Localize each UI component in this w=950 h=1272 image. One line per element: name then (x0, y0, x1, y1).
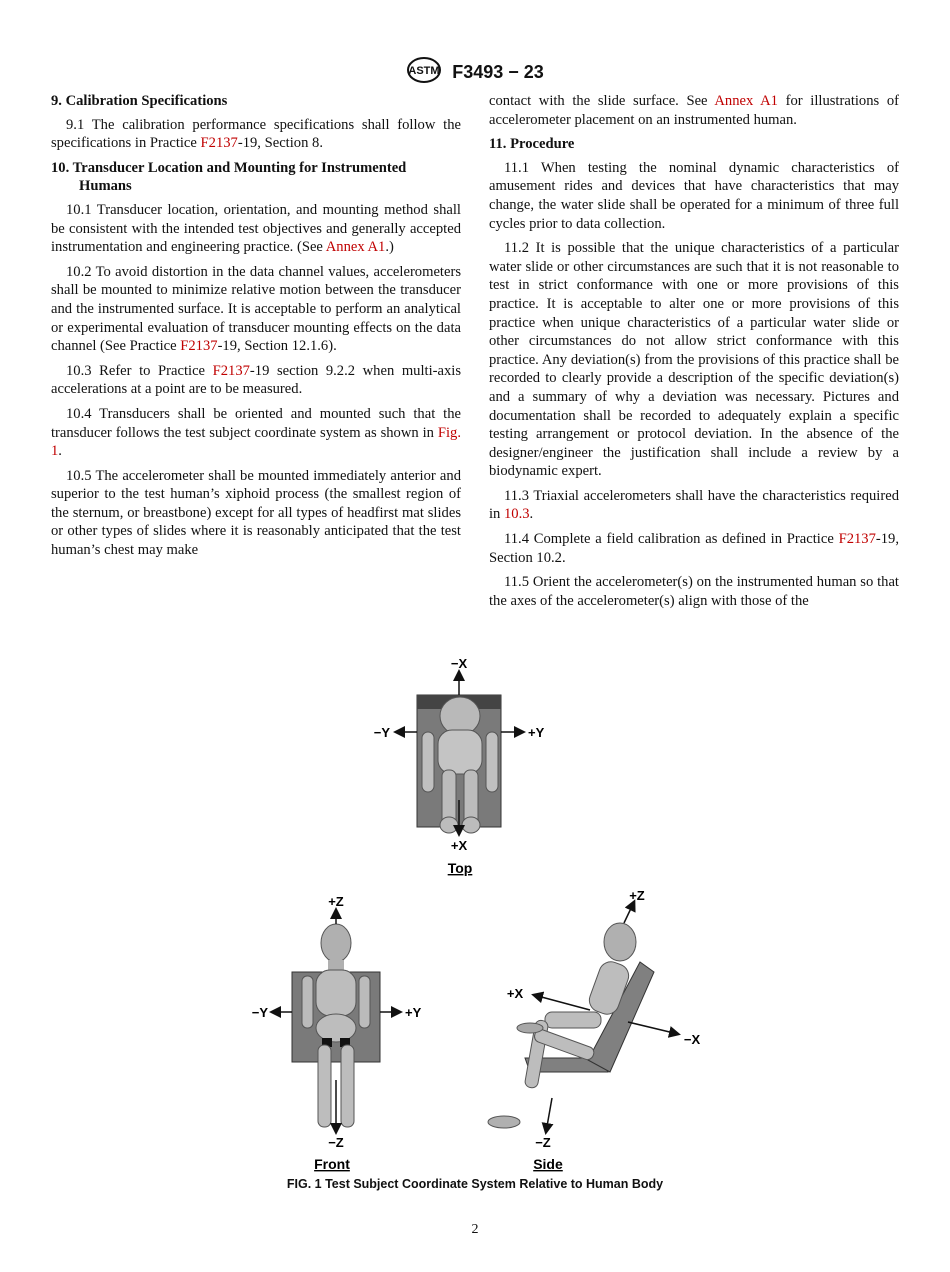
paragraph-10-1: 10.1 Transducer location, orientation, and mounting method shall be consistent with the intended test objectives and generally accepted instrumentation and engineering practice. (See Annex A1.) (51, 201, 461, 256)
front-view-label: Front (314, 1156, 350, 1172)
ref-f2137-link[interactable]: F2137 (200, 135, 238, 152)
top-view-label: Top (447, 860, 473, 876)
ref-fig-1-link[interactable]: Fig. 1 (51, 424, 461, 460)
paragraph-11-1: 11.1 When testing the nominal dynamic characteristics of amusement rides and devices that have characteristics that may change, the water slide shall be operated for a minimum of three full cycles prior to data collection. (489, 159, 899, 232)
top-neg-y-label: −Y (373, 725, 390, 740)
top-neg-x-label: −X (450, 656, 468, 671)
front-neg-z-label: −Z (328, 1135, 344, 1150)
paragraph-11-2: 11.2 It is possible that the unique characteristics of a particular water slide or other circumstances are such that it is not reasonable to test in strict conformance with one or more provisions of this practice. It is acceptable to alter one or more provisions of this practice when unique characteristics of a particular water slide or other circumstances do not allow strict conformance with this practice. Any deviation(s) from the provisions of this practice shall be recorded to clearly provide a description of the specific deviation(s) and a summary of why a deviation was necessary. Pictures and documentation shall be recorded to adequately explain a specific testing arrangement or protocol deviation. In the absence of the designer/engineer the justification shall include a review by a biodynamic expert. (489, 240, 899, 480)
paragraph-11-4: 11.4 Complete a field calibration as defined in Practice F2137-19, Section 10.2. (489, 531, 899, 566)
paragraph-11-3: 11.3 Triaxial accelerometers shall have the characteristics required in 10.3. (489, 487, 899, 523)
ref-f2137-link[interactable]: F2137 (180, 338, 218, 355)
side-pos-x-label: +X (506, 986, 524, 1001)
figure-caption: FIG. 1 Test Subject Coordinate System Relative to Human Body (286, 1177, 664, 1191)
paragraph-10-2: 10.2 To avoid distortion in the data channel values, accelerometers shall be mounted to minimize relative motion between the transducer and the instrumented surface. It is acceptable to perform an analytical or experimental evaluation of transducer mounting effects on the data channel (See Practice F2137-19, Section 12.1.6). (51, 263, 461, 355)
left-column (51, 92, 461, 566)
paragraph-11-5: 11.5 Orient the accelerometer(s) on the instrumented human so that the axes of the accelerometer(s) align with those of the (489, 574, 899, 609)
svg-text:ASTM: ASTM (408, 65, 440, 77)
top-pos-x-label: +X (450, 838, 468, 853)
section-10-heading: 10. Transducer Location and Mounting for Instrumented Humans (51, 159, 407, 195)
paragraph-9-1: 9.1 The calibration performance specifications shall follow the specifications in Practice F2137-19, Section 8. (51, 116, 461, 152)
side-view-illustration (488, 923, 654, 1128)
front-neg-y-label: −Y (251, 1005, 268, 1020)
page-header (0, 56, 950, 89)
side-neg-x-label: −X (683, 1032, 701, 1047)
side-pos-z-label: +Z (629, 888, 645, 903)
side-pos-x-arrow (534, 995, 590, 1010)
paragraph-10-3: 10.3 Refer to Practice F2137-19 section 9.2.2 when multi-axis accelerations at a point are to be measured. (51, 362, 461, 398)
side-neg-z-label: −Z (535, 1135, 551, 1150)
astm-logo-icon (406, 56, 442, 89)
paragraph-10-5: 10.5 The accelerometer shall be mounted immediately anterior and superior to the test human’s xiphoid process (the smallest region of the sternum, or breastbone) except for all types of headfirst mat slides or other types of slides where it is reasonably anticipated that the test human’s chest may make (51, 467, 461, 559)
side-neg-x-arrow (628, 1022, 678, 1034)
ref-annex-a1-link[interactable]: Annex A1 (325, 239, 386, 256)
figure-1 (230, 640, 720, 1172)
section-11-heading: 11. Procedure (489, 136, 575, 153)
ref-f2137-link[interactable]: F2137 (838, 531, 876, 548)
front-pos-y-label: +Y (405, 1005, 422, 1020)
side-neg-z-arrow (546, 1098, 552, 1132)
right-column (489, 92, 899, 616)
standard-designation: F3493 − 23 (452, 62, 544, 82)
ref-10-3-link[interactable]: 10.3 (504, 506, 530, 523)
paragraph-10-4: 10.4 Transducers shall be oriented and mounted such that the transducer follows the test subject coordinate system as shown in Fig. 1. (51, 405, 461, 460)
ref-f2137-link[interactable]: F2137 (212, 362, 250, 379)
section-9-heading: 9. Calibration Specifications (51, 93, 228, 109)
front-pos-z-label: +Z (328, 894, 344, 909)
page-number: 2 (471, 1222, 479, 1237)
side-pos-z-arrow (624, 902, 634, 923)
top-pos-y-label: +Y (528, 725, 545, 740)
ref-annex-a1-link[interactable]: Annex A1 (714, 93, 778, 109)
side-view-label: Side (533, 1156, 563, 1172)
paragraph-10-5-continued: contact with the slide surface. See Annex A1 for illustrations of accelerometer placement on an instrumented human. (489, 93, 900, 128)
